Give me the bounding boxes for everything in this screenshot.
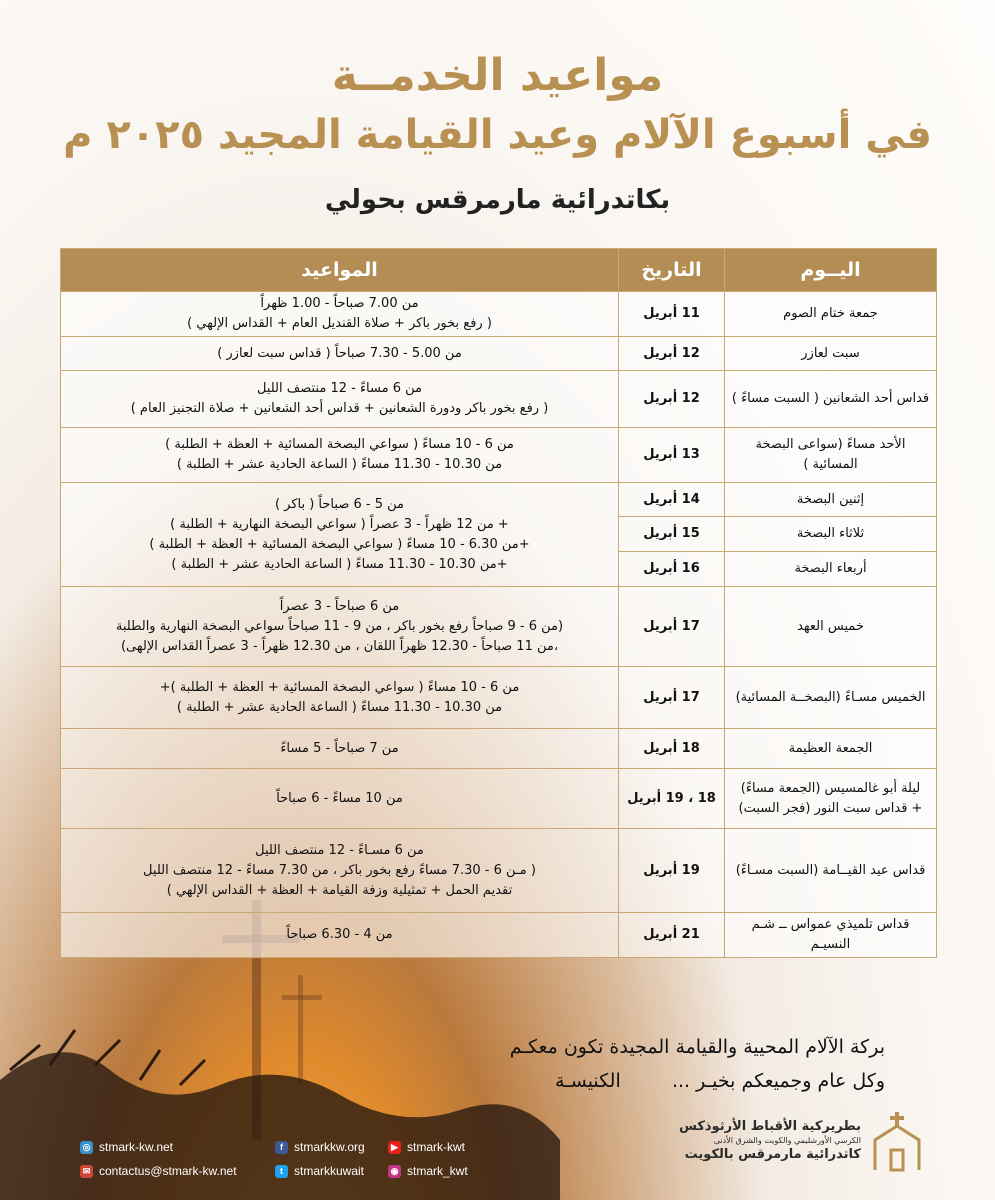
globe-icon: ◎	[80, 1141, 93, 1154]
blessing-line-1: بركة الآلام المحيية والقيامة المجيدة تكون معكـم	[509, 1036, 885, 1058]
table-row	[61, 913, 937, 958]
facebook-link[interactable]	[275, 1140, 365, 1154]
instagram-icon: ◉	[388, 1165, 401, 1178]
blessing-signature: الكنيسـة	[555, 1070, 621, 1092]
facebook-text: stmarkkw.org	[294, 1140, 365, 1154]
time-line: من 5 - 6 صباحاً ( باكر )	[274, 496, 405, 512]
youtube-link[interactable]	[388, 1140, 465, 1154]
time-line: تقديم الحمل + تمثيلية وزفة القيامة + العظة + القداس الإلهي )	[166, 882, 513, 898]
logo-line-2: الكرسي الأورشليمي والكويت والشرق الأدنى	[713, 1136, 861, 1145]
header-times: المواعيد	[61, 249, 619, 292]
time-line: من 6 مساءً - 12 منتصف الليل	[256, 381, 422, 396]
time-line: ( مـن 6 - 7.30 مساءً رفع بخور باكر ، من 7.30 مساءً - 12 منتصف الليل	[143, 862, 536, 878]
time-line: ( رفع بخور باكر ودورة الشعانين + قداس أحد الشعانين + صلاة التجنيز العام )	[130, 401, 549, 416]
row-times	[61, 292, 619, 337]
table-row	[61, 337, 937, 371]
location-heading: بكاتدرائية مارمرقس بحولي	[324, 185, 671, 215]
row-date: 12 أبريل	[619, 371, 725, 428]
page-subtitle: في أسبوع الآلام وعيد القيامة المجيد ٢٠٢٥ م	[63, 112, 932, 158]
twitter-link[interactable]	[275, 1164, 364, 1178]
time-line: (من 6 - 9 صباحاً رفع بخور باكر ، من 9 - 11 صباحاً سواعي البصخة النهارية والطلبة	[115, 618, 564, 634]
time-line: من 10.30 - 11.30 مساءً ( الساعة الحادية عشر + الطلبة )	[176, 699, 503, 715]
row-date: 17 أبريل	[619, 667, 725, 729]
website-link[interactable]	[80, 1140, 173, 1154]
table-row	[61, 769, 937, 829]
time-line: من 6 - 10 مساءً ( سواعي البصخة المسائية + العظة + الطلبة )	[165, 437, 514, 452]
logo-line-1: بطريركية الأقباط الأرثوذكس	[679, 1119, 861, 1134]
row-day: الخميس مسـاءً (البصخــة المسائية)	[725, 667, 937, 729]
blessing-greeting: وكل عام وجميعكم بخيـر ...	[671, 1070, 885, 1092]
row-day: سبت لعازر	[725, 337, 937, 371]
row-date: 14 أبريل	[619, 483, 725, 517]
time-line: من 10.30 - 11.30 مساءً ( الساعة الحادية عشر + الطلبة )	[176, 457, 503, 472]
email-link[interactable]	[80, 1164, 237, 1178]
row-day: قداس أحد الشعانين ( السبت مساءً )	[725, 371, 937, 428]
blessing-line-2	[555, 1064, 885, 1098]
table-header-row	[61, 249, 937, 292]
time-line: من 4 - 6.30 صباحاً	[286, 927, 393, 942]
time-line: من 6 مسـاءً - 12 منتصف الليل	[255, 842, 424, 858]
time-line: من 10 مساءً - 6 صباحاً	[276, 790, 403, 806]
facebook-icon: f	[275, 1141, 288, 1154]
row-day: قداس تلميذي عمواس ــ شـم النسيـم	[725, 913, 937, 958]
time-line: ( رفع بخور باكر + صلاة القنديل العام + القداس الإلهي )	[187, 316, 492, 331]
row-day: ثلاثاء البصخة	[725, 517, 937, 552]
logo-text	[679, 1120, 861, 1162]
table-row	[61, 829, 937, 913]
row-date: 12 أبريل	[619, 337, 725, 371]
instagram-text: stmark_kwt	[407, 1164, 468, 1178]
logo-line-3: كاتدرائية مارمرقس بالكويت	[684, 1147, 861, 1162]
row-times	[61, 428, 619, 483]
bashkha-times	[61, 483, 619, 587]
table-row	[61, 587, 937, 667]
time-line: +من 6.30 - 10 مساءً ( سواعي البصخة المسائية + العظة + الطلبة )	[149, 536, 530, 552]
day-line: ليلة أبو غالمسيس (الجمعة مساءً)	[740, 780, 921, 796]
row-times	[61, 371, 619, 428]
row-day: قداس عيد القيــامة (السبت مسـاءً)	[725, 829, 937, 913]
email-icon: ✉	[80, 1165, 93, 1178]
row-day: الأحد مساءً (سواعى البصخة المسائية )	[725, 428, 937, 483]
table-row	[61, 428, 937, 483]
twitter-icon: t	[275, 1165, 288, 1178]
table-row	[61, 667, 937, 729]
row-day: إثنين البصخة	[725, 483, 937, 517]
table-row	[61, 371, 937, 428]
row-date: 18 ، 19 أبريل	[619, 769, 725, 829]
row-day	[725, 769, 937, 829]
row-times	[61, 587, 619, 667]
table-row	[61, 729, 937, 769]
table-row	[61, 292, 937, 337]
row-date: 11 أبريل	[619, 292, 725, 337]
header-date: التاريخ	[619, 249, 725, 292]
youtube-text: stmark-kwt	[407, 1140, 465, 1154]
youtube-icon: ▶	[388, 1141, 401, 1154]
time-line: من 5.00 - 7.30 صباحاً ( قداس سبت لعازر )	[217, 345, 462, 361]
row-date: 17 أبريل	[619, 587, 725, 667]
row-date: 18 أبريل	[619, 729, 725, 769]
row-date: 21 أبريل	[619, 913, 725, 958]
row-times	[61, 729, 619, 769]
row-times	[61, 913, 619, 958]
blessing-message	[510, 1030, 885, 1098]
email-text: contactus@stmark-kw.net	[99, 1164, 237, 1178]
twitter-text: stmarkkuwait	[294, 1164, 365, 1178]
table-row	[61, 483, 937, 517]
row-times	[61, 337, 619, 371]
row-day: خميس العهد	[725, 587, 937, 667]
row-day: الجمعة العظيمة	[725, 729, 937, 769]
row-date: 19 أبريل	[619, 829, 725, 913]
time-line: من 7.00 صباحاً - 1.00 ظهراً	[260, 296, 419, 311]
time-line: ،من 11 صباحاً - 12.30 ظهراً اللقان ، من 12.30 ظهراً - 3 عصراً القداس الإلهى)	[120, 638, 559, 654]
row-day: أربعاء البصخة	[725, 552, 937, 587]
row-day: جمعة ختام الصوم	[725, 292, 937, 337]
time-line: من 6 - 10 مساءً ( سواعي البصخة المسائية + العظة + الطلبة )+	[159, 679, 520, 695]
schedule-table	[60, 248, 937, 958]
row-times	[61, 769, 619, 829]
website-text: stmark-kw.net	[99, 1140, 174, 1154]
row-date: 13 أبريل	[619, 428, 725, 483]
row-times	[61, 667, 619, 729]
time-line: من 7 صباحاً - 5 مساءً	[280, 740, 399, 756]
day-line: + قداس سبت النور (فجر السبت)	[738, 800, 923, 816]
time-line: + من 12 ظهراً - 3 عصراً ( سواعي البصخة النهارية + الطلبة )	[170, 516, 509, 532]
page-title: مواعيد الخدمــة	[331, 50, 664, 101]
instagram-link[interactable]	[388, 1164, 468, 1178]
row-date: 15 أبريل	[619, 517, 725, 552]
row-date: 16 أبريل	[619, 552, 725, 587]
time-line: +من 10.30 - 11.30 مساءً ( الساعة الحادية عشر + الطلبة )	[171, 556, 508, 572]
row-times	[61, 829, 619, 913]
time-line: من 6 صباحاً - 3 عصراً	[279, 598, 400, 614]
header-day: اليــوم	[725, 249, 937, 292]
cathedral-icon	[869, 1110, 925, 1172]
church-logo	[679, 1110, 925, 1172]
